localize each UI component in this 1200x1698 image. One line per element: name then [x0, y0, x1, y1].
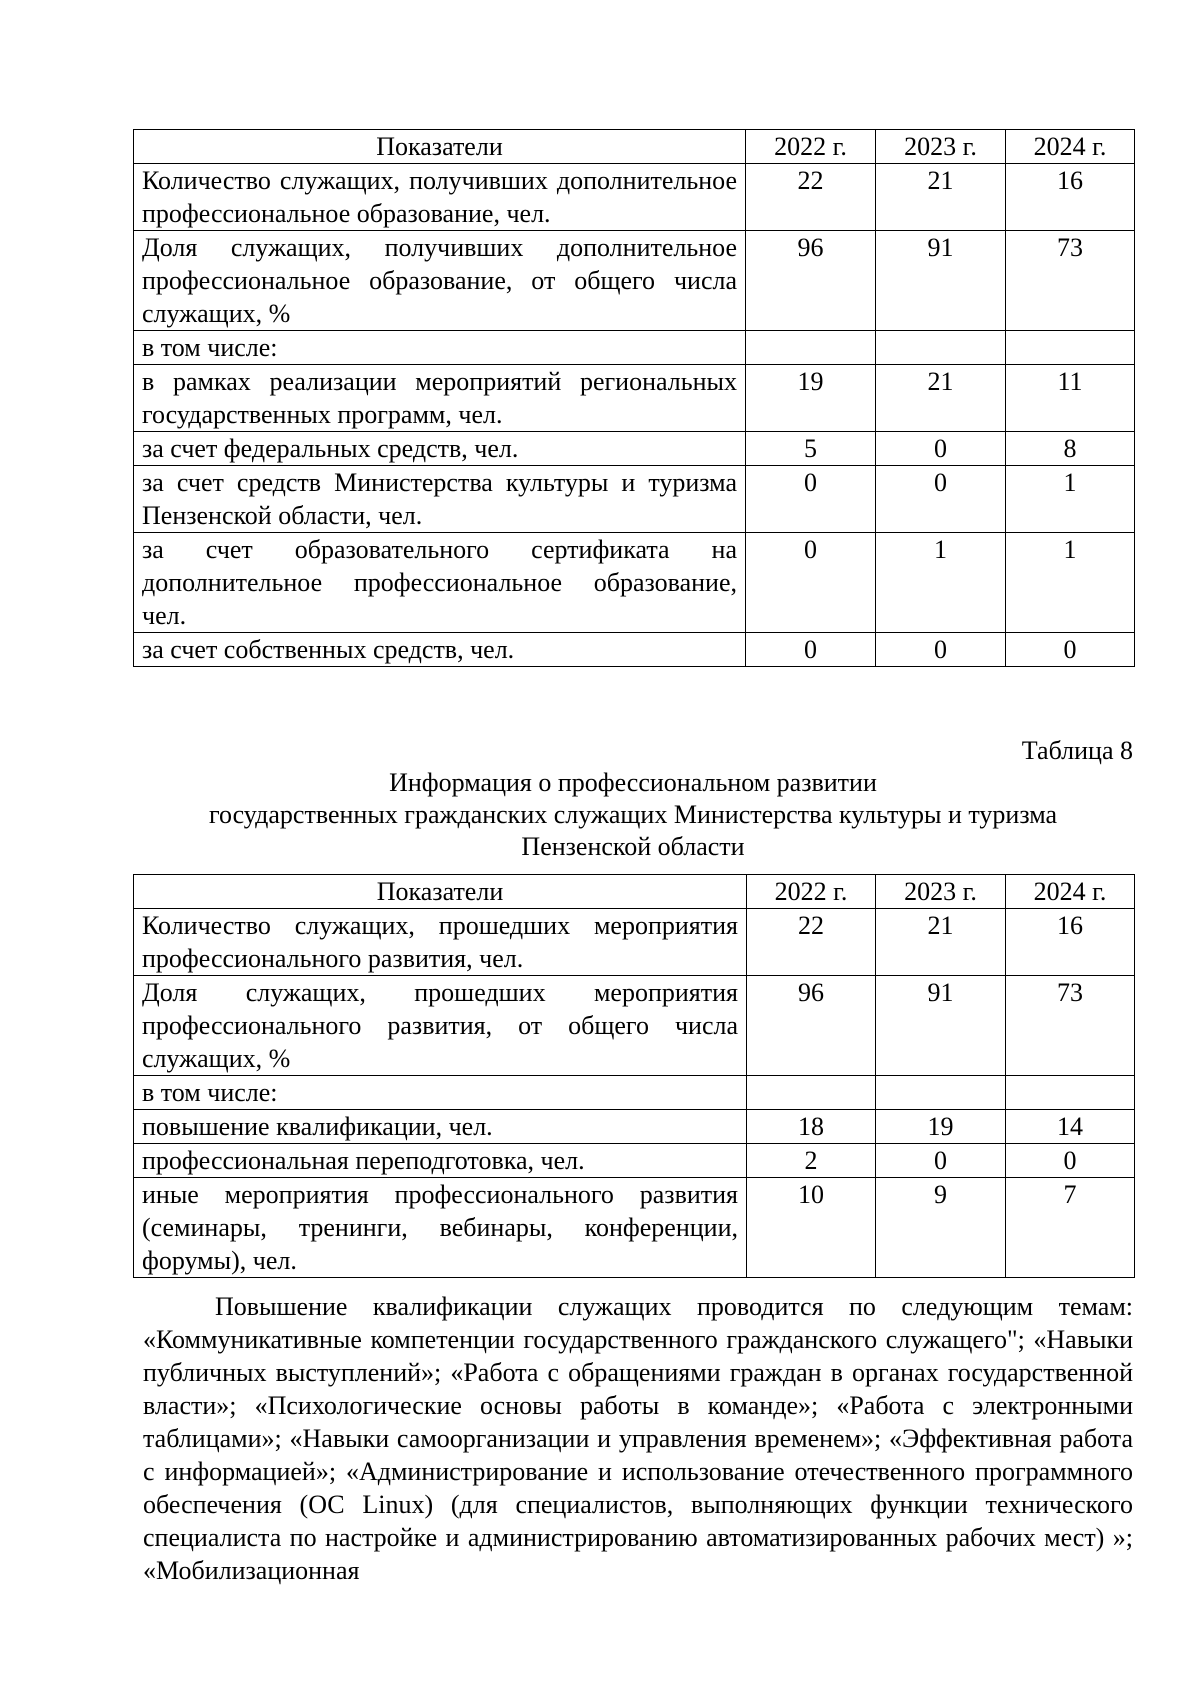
- row-label: за счет собственных средств, чел.: [134, 633, 746, 667]
- value-2022: 0: [746, 466, 876, 533]
- table-row: [134, 1144, 1135, 1178]
- value-2023: 0: [876, 432, 1006, 466]
- value-2022: 2: [747, 1144, 876, 1178]
- table-header-row: [134, 130, 1135, 164]
- table-row: [134, 1076, 1135, 1110]
- value-2023: [876, 331, 1006, 365]
- row-label: повышение квалификации, чел.: [134, 1110, 747, 1144]
- value-2022: 19: [746, 365, 876, 432]
- value-2024: [1006, 331, 1135, 365]
- value-2023: 0: [876, 466, 1006, 533]
- value-2023: 91: [876, 976, 1006, 1076]
- table-row: [134, 909, 1135, 976]
- row-label: за счет средств Министерства культуры и туризма Пензенской области, чел.: [134, 466, 746, 533]
- value-2023: 9: [876, 1178, 1006, 1278]
- value-2024: 8: [1006, 432, 1135, 466]
- value-2022: 22: [747, 909, 876, 976]
- value-2022: [746, 331, 876, 365]
- table-row: [134, 164, 1135, 231]
- value-2024: 11: [1006, 365, 1135, 432]
- value-2024: 0: [1006, 633, 1135, 667]
- table-title-line: Пензенской области: [521, 832, 745, 861]
- value-2024: 16: [1006, 164, 1135, 231]
- header-year-2022: 2022 г.: [746, 130, 876, 164]
- body-paragraph: Повышение квалификации служащих проводится по следующим темам: «Коммуникативные компетенции государственного гражданского служащего"; «Навыки публичных выступлений»; «Работа с обращениями граждан в органах государственной власти»; «Психологические основы работы в команде»; «Работа с электронными таблицами»; «Навыки самоорганизации и управления временем»; «Эффективная работа с информацией»; «Администрирование и использование отечественного программного обеспечения (ОС Linux) (для специалистов, выполняющих функции технического специалиста по настройке и администрированию автоматизированных рабочих мест) »; «Мобилизационная: [143, 1292, 1133, 1585]
- header-year-2023: 2023 г.: [876, 130, 1006, 164]
- value-2023: [876, 1076, 1006, 1110]
- value-2022: 5: [746, 432, 876, 466]
- header-year-2024: 2024 г.: [1006, 130, 1135, 164]
- table-row: [134, 1178, 1135, 1278]
- table-title-line: Информация о профессиональном развитии: [389, 768, 877, 797]
- row-label: профессиональная переподготовка, чел.: [134, 1144, 747, 1178]
- value-2022: 96: [746, 231, 876, 331]
- row-label: в рамках реализации мероприятий региональных государственных программ, чел.: [134, 365, 746, 432]
- value-2024: 73: [1006, 976, 1135, 1076]
- value-2023: 21: [876, 909, 1006, 976]
- table-row: [134, 231, 1135, 331]
- value-2022: 22: [746, 164, 876, 231]
- value-2023: 91: [876, 231, 1006, 331]
- table-row: [134, 1110, 1135, 1144]
- value-2023: 0: [876, 1144, 1006, 1178]
- value-2022: 0: [746, 533, 876, 633]
- value-2022: 10: [747, 1178, 876, 1278]
- value-2022: 18: [747, 1110, 876, 1144]
- row-label: в том числе:: [134, 1076, 747, 1110]
- table-row: [134, 432, 1135, 466]
- table-row: [134, 331, 1135, 365]
- row-label: за счет образовательного сертификата на дополнительное профессиональное образование, чел.: [134, 533, 746, 633]
- row-label: Доля служащих, получивших дополнительное профессиональное образование, от общего числа служащих, %: [134, 231, 746, 331]
- row-label: Количество служащих, прошедших мероприятия профессионального развития, чел.: [134, 909, 747, 976]
- value-2023: 0: [876, 633, 1006, 667]
- value-2024: 14: [1006, 1110, 1135, 1144]
- table-header-row: [134, 875, 1135, 909]
- header-indicators: Показатели: [134, 875, 747, 909]
- value-2022: [747, 1076, 876, 1110]
- row-label: за счет федеральных средств, чел.: [134, 432, 746, 466]
- value-2024: [1006, 1076, 1135, 1110]
- table-row: [134, 976, 1135, 1076]
- header-year-2023: 2023 г.: [876, 875, 1006, 909]
- value-2024: 0: [1006, 1144, 1135, 1178]
- header-indicators: Показатели: [134, 130, 746, 164]
- table-title-line: государственных гражданских служащих Министерства культуры и туризма: [208, 800, 1058, 829]
- table-title: [133, 767, 1133, 863]
- value-2024: 73: [1006, 231, 1135, 331]
- table-professional-development: [133, 874, 1135, 1278]
- table-row: [134, 633, 1135, 667]
- value-2023: 21: [876, 164, 1006, 231]
- table-row: [134, 466, 1135, 533]
- row-label: в том числе:: [134, 331, 746, 365]
- value-2024: 1: [1006, 533, 1135, 633]
- value-2024: 16: [1006, 909, 1135, 976]
- value-2023: 19: [876, 1110, 1006, 1144]
- table-row: [134, 533, 1135, 633]
- value-2023: 1: [876, 533, 1006, 633]
- value-2023: 21: [876, 365, 1006, 432]
- row-label: иные мероприятия профессионального развития (семинары, тренинги, вебинары, конференции, форумы), чел.: [134, 1178, 747, 1278]
- row-label: Количество служащих, получивших дополнительное профессиональное образование, чел.: [134, 164, 746, 231]
- table-number-caption: Таблица 8: [1021, 736, 1133, 765]
- row-label: Доля служащих, прошедших мероприятия профессионального развития, от общего числа служащих, %: [134, 976, 747, 1076]
- value-2024: 7: [1006, 1178, 1135, 1278]
- table-additional-education: [133, 129, 1135, 667]
- header-year-2024: 2024 г.: [1006, 875, 1135, 909]
- value-2022: 0: [746, 633, 876, 667]
- table-row: [134, 365, 1135, 432]
- value-2022: 96: [747, 976, 876, 1076]
- value-2024: 1: [1006, 466, 1135, 533]
- header-year-2022: 2022 г.: [747, 875, 876, 909]
